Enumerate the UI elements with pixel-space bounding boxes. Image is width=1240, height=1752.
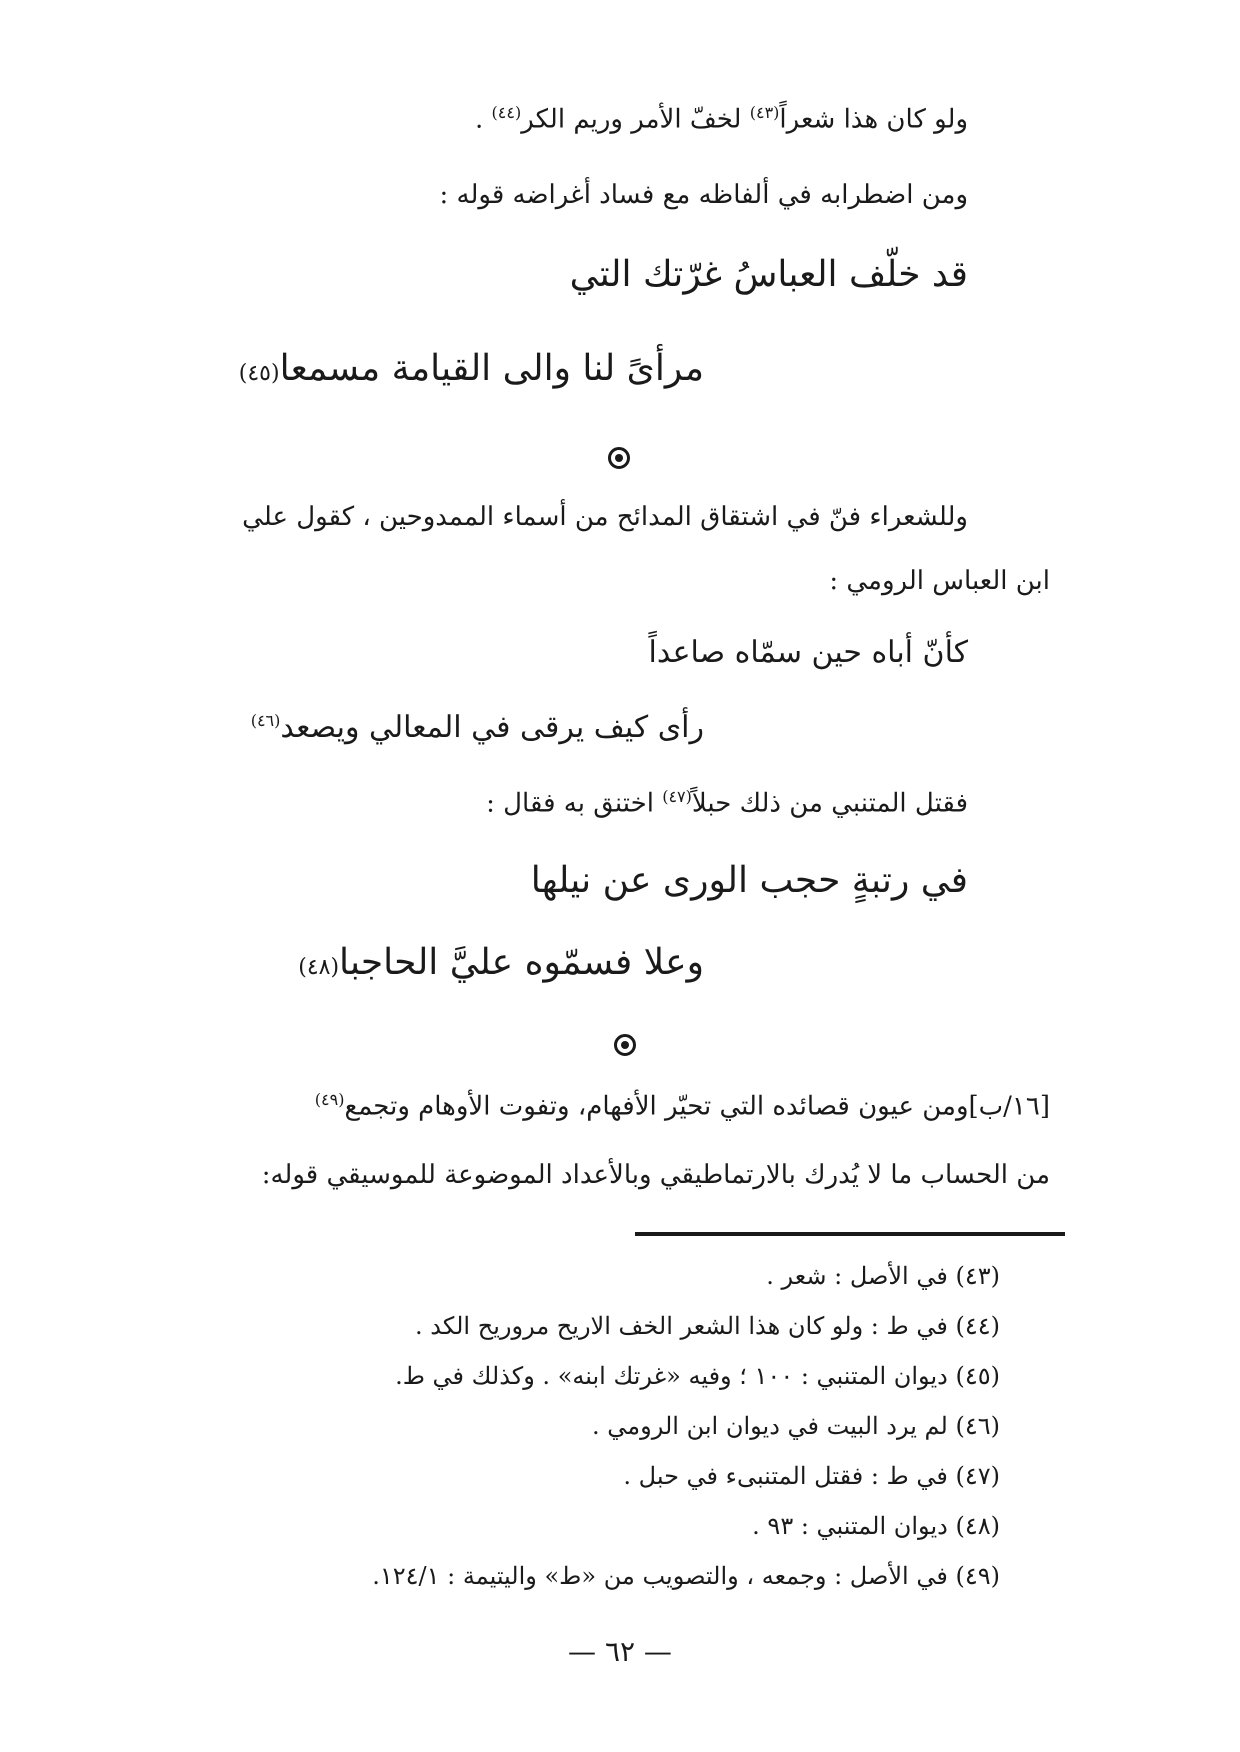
verse-1-first-hemistich: قد خلّف العباسُ غرّتك التي xyxy=(569,254,968,295)
verse-text: رأى كيف يرقى في المعالي ويصعد xyxy=(280,710,704,745)
body-line-2: ومن اضطرابه في ألفاظه مع فساد أغراضه قوله : xyxy=(439,180,968,210)
verse-2-second-hemistich xyxy=(251,710,704,745)
footnote-text: في الأصل : شعر . xyxy=(766,1262,948,1290)
section-divider xyxy=(608,447,630,469)
manuscript-folio-ref: [١٦/ب] xyxy=(968,1091,1050,1122)
body-text: اختنق به فقال : xyxy=(486,788,654,819)
footnote-number: (٤٩) xyxy=(955,1562,1000,1590)
footnote-text: ديوان المتنبي : ٩٣ . xyxy=(752,1512,948,1540)
verse-3-first-hemistich: في رتبةٍ حجب الورى عن نيلها xyxy=(530,860,968,901)
verse-2-first-hemistich: كأنّ أباه حين سمّاه صاعداً xyxy=(648,635,968,670)
page-number: — ٦٢ — xyxy=(568,1635,672,1668)
body-text: ولو كان هذا شعراً xyxy=(779,104,968,135)
footnote-text: في ط : ولو كان هذا الشعر الخف الاريح مروريح الكد . xyxy=(415,1312,948,1340)
footnote-text: لم يرد البيت في ديوان ابن الرومي . xyxy=(592,1412,948,1440)
footnote-number: (٤٨) xyxy=(955,1512,1000,1540)
footnote-ref: (٤٧) xyxy=(662,787,692,806)
section-divider xyxy=(614,1034,636,1056)
footnote-43 xyxy=(766,1262,1000,1290)
footnote-text: في ط : فقتل المتنبىء في حبل . xyxy=(623,1462,948,1490)
verse-3-second-hemistich xyxy=(298,942,704,983)
body-text: فقتل المتنبي من ذلك حبلاً xyxy=(691,788,968,819)
footnote-ref: (٤٤) xyxy=(491,103,522,122)
footnote-ref: (٤٣) xyxy=(749,103,780,122)
footnote-text: في الأصل : وجمعه ، والتصويب من «ط» واليتيمة : ١٢٤/١. xyxy=(372,1562,948,1590)
footnote-ref: (٤٩) xyxy=(314,1090,345,1109)
footnote-44 xyxy=(415,1312,1000,1340)
body-text: لخفّ الأمر وريم الكر xyxy=(521,104,742,135)
verse-text: وعلا فسمّوه عليَّ الحاجبا xyxy=(339,942,704,983)
footnote-49 xyxy=(372,1562,1000,1590)
para-2-line-1: وللشعراء فنّ في اشتقاق المدائح من أسماء الممدوحين ، كقول علي xyxy=(242,502,968,532)
footnote-number: (٤٦) xyxy=(955,1412,1000,1440)
body-line-1 xyxy=(475,103,968,135)
body-text: ومن عيون قصائده التي تحيّر الأفهام، وتفوت الأوهام وتجمع xyxy=(344,1091,969,1122)
footnote-45 xyxy=(395,1362,1000,1390)
footnote-48 xyxy=(752,1512,1000,1540)
footnote-number: (٤٣) xyxy=(955,1262,1000,1290)
footnote-47 xyxy=(623,1462,1000,1490)
footnote-46 xyxy=(592,1412,1000,1440)
footnote-number: (٤٤) xyxy=(955,1312,1000,1340)
para-4-line-2: من الحساب ما لا يُدرك بالارتماطيقي وبالأعداد الموضوعة للموسيقي قوله: xyxy=(261,1160,1050,1190)
verse-text: مرأىً لنا والى القيامة مسمعا xyxy=(279,348,704,389)
para-2-line-2: ابن العباس الرومي : xyxy=(829,566,1050,596)
verse-1-second-hemistich xyxy=(239,348,704,389)
footnote-separator xyxy=(635,1232,1065,1236)
footnote-ref: (٤٦) xyxy=(250,711,281,730)
footnote-ref: (٤٨) xyxy=(298,955,340,980)
body-text: . xyxy=(475,104,484,135)
footnote-number: (٤٥) xyxy=(955,1362,1000,1390)
footnote-text: ديوان المتنبي : ١٠٠ ؛ وفيه «غرتك ابنه» . وكذلك في ط. xyxy=(395,1362,948,1390)
para-4-line-1 xyxy=(315,1090,1050,1122)
footnote-ref: (٤٥) xyxy=(238,361,280,386)
para-3 xyxy=(486,787,968,819)
footnote-number: (٤٧) xyxy=(955,1462,1000,1490)
